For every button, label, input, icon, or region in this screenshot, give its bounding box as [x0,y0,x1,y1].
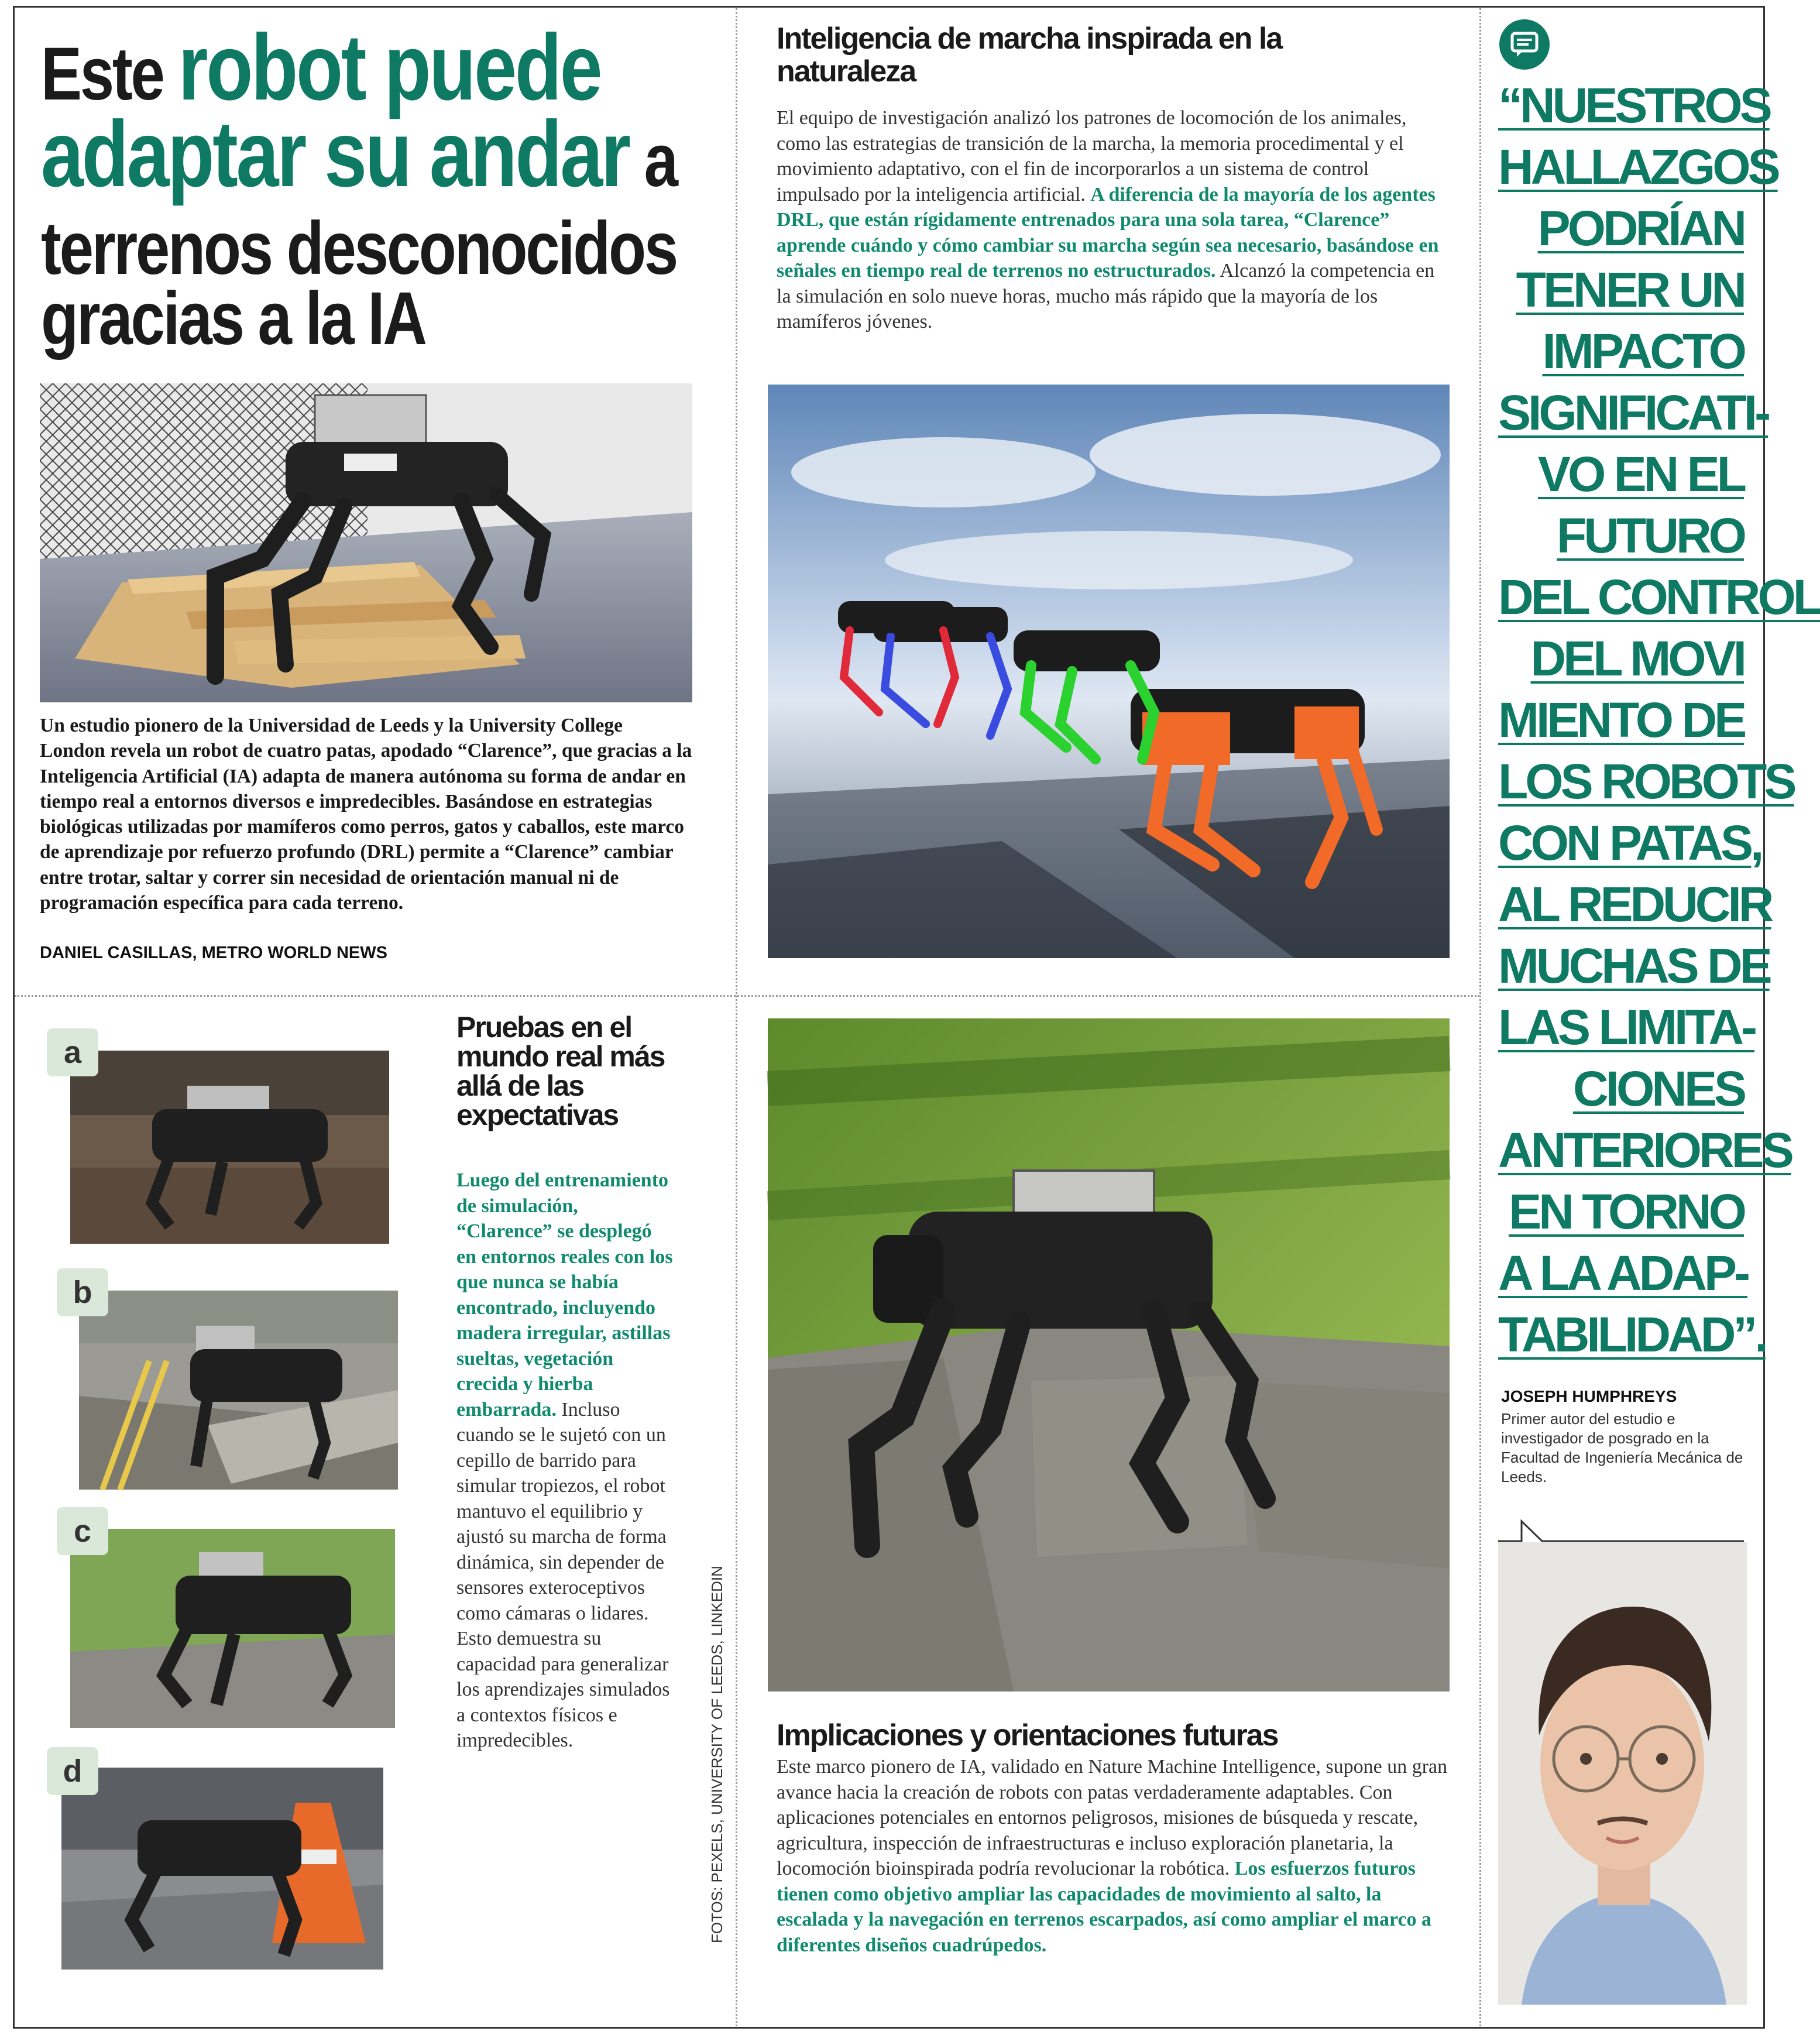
column-divider [736,8,737,2026]
quote-line: FUTURO [1557,508,1744,563]
quote-line: SIGNIFICATI- [1498,385,1769,440]
quote-author-role: Primer autor del estudio e investigador de posgrado en la Facultad de Ingeniería Mecánica de Leeds. [1501,1410,1743,1485]
quote-line: MUCHAS DE [1498,938,1770,993]
figure-label-d: d [47,1747,98,1795]
figure-label-c: c [57,1507,108,1555]
section-future-body [777,1754,1450,1958]
gait-highlight: A diferencia de la mayoría de los agentes DRL, que están rígidamente entrenados para una sola tarea, “Clarence” aprende cuándo y cómo cambiar su marcha según sea necesario, basándose en señales en tiempo real de terrenos no estructurados. [777,183,1439,282]
quote-line: TENER UN [1516,262,1744,317]
future-highlight: Los esfuerzos futuros tienen como objetivo ampliar las capacidades de movimiento al salto, la escalada y la navegación en terrenos escarpados, así como ampliar el marco a diferentes diseños cuadrúpedos. [777,1858,1432,1956]
row-divider [15,995,1479,997]
quote-line: CIONES [1572,1061,1744,1116]
quote-line: LAS LIMITA- [1498,1000,1755,1055]
quote-line: EN TORNO [1509,1184,1744,1239]
test-photo-d [61,1768,383,1970]
headline-highlight: robot puede [178,15,601,119]
headline-highlight: adaptar su andar [41,101,629,206]
test-photo-c [70,1529,395,1728]
quote-line: ANTERIORES [1498,1123,1791,1178]
speech-bubble-icon [1499,19,1550,70]
quote-author: JOSEPH HUMPHREYS [1501,1387,1677,1405]
quote-line: HALLAZGOS [1498,139,1778,194]
section-title-gait: Inteligencia de marcha inspirada en la naturaleza [777,22,1282,88]
headline-line: gracias a la IA [41,277,425,361]
figure-label-a: a [47,1028,98,1076]
quote-line: MIENTO DE [1498,692,1745,747]
section-title-future: Implicaciones y orientaciones futuras [777,1718,1278,1752]
author-portrait [1498,1542,1747,2005]
future-text: Este marco pionero de IA, validado en Nature Machine Intelligence, supone un gran avance hacia la creación de robots con patas verdaderamente adaptables. Con aplicaciones potenciales en entornos peligrosos, misiones de búsqueda y rescate, agricultura, inspección de infraestructuras e incluso exploración planetaria, la locomoción bioinspirada podría revolucionar la robótica. [777,1756,1448,1879]
robot-path-photo [768,1018,1450,1692]
quote-line: VO EN EL [1537,447,1744,502]
gait-text: Alcanzó la competencia en la simulación en solo nueve horas, mucho más rápido que la mayoría de los mamíferos jóvenes. [777,260,1435,332]
robot-wood-photo [40,383,692,702]
quote-line: LOS ROBOTS [1498,754,1794,809]
column-divider [1479,8,1481,2026]
headline-word: a [644,119,677,203]
section-title-tests: Pruebas en el mundo real más allá de las expectativas [456,1011,665,1131]
test-photo-a [70,1051,389,1244]
simulation-render [768,385,1450,958]
intro-paragraph: Un estudio pionero de la Universidad de Leeds y la University College London revela un robot de cuatro patas, apodado “Clarence”, que gracias a la Inteligencia Artificial (IA) adapta de manera autónoma su forma de andar en tiempo real a entornos diversos e impredecibles. Basándose en estrategias biológicas utilizadas por mamíferos como perros, gatos y caballos, este marco de aprendizaje por refuerzo profundo (DRL) permite a “Clarence” cambiar entre trotar, saltar y correr sin necesidad de orientación manual ni de programación específica para cada terreno. [40,715,692,914]
pull-quote [1498,75,1820,1368]
gait-text: El equipo de investigación analizó los patrones de locomoción de los animales, como las estrategias de transición de la marcha, la memoria procedimental y el movimiento adaptativo, con el fin de incorporarlos a un sistema de control impulsado por la inteligencia artificial. [777,107,1407,205]
figure-label-b: b [57,1268,108,1316]
photo-credit: FOTOS: PEXELS, UNIVERSITY OF LEEDS, LINKEDIN [708,1566,726,1943]
quote-line: IMPACTO [1542,324,1744,379]
headline-line: terrenos desconocidos [41,207,677,290]
quote-line: A LA ADAP- [1498,1246,1747,1301]
quote-line: AL REDUCIR [1498,877,1771,932]
test-photo-b [79,1291,398,1490]
quote-line: DEL CONTROL [1498,569,1820,625]
tests-highlight: Luego del entrenamiento de simulación, “Clarence” se desplegó en entornos reales con los que nunca se había encontrado, incluyendo madera irregular, astillas sueltas, vegetación crecida y hierba embarrada. [456,1169,673,1421]
headline-word: Este [41,32,163,116]
quote-line: PODRÍAN [1537,201,1744,256]
speech-tail [1498,1519,1744,1542]
quote-line: “NUESTROS [1498,78,1770,133]
quote-line: TABILIDAD”. [1498,1307,1766,1362]
quote-line: CON PATAS, [1498,815,1761,870]
tests-text: Incluso cuando se le sujetó con un cepillo de barrido para simular tropiezos, el robot mantuvo el equilibrio y ajustó su marcha de forma dinámica, sin depender de sensores exteroceptivos como cámaras o lidares. Esto demuestra su capacidad para generalizar los aprendizajes simulados a contextos físicos e impredecibles. [456,1398,670,1751]
quote-line: DEL MOVI [1530,631,1744,686]
intro-byline: DANIEL CASILLAS, METRO WORLD NEWS [40,943,387,962]
section-tests-body [456,1168,676,1754]
section-gait-body [777,105,1450,335]
